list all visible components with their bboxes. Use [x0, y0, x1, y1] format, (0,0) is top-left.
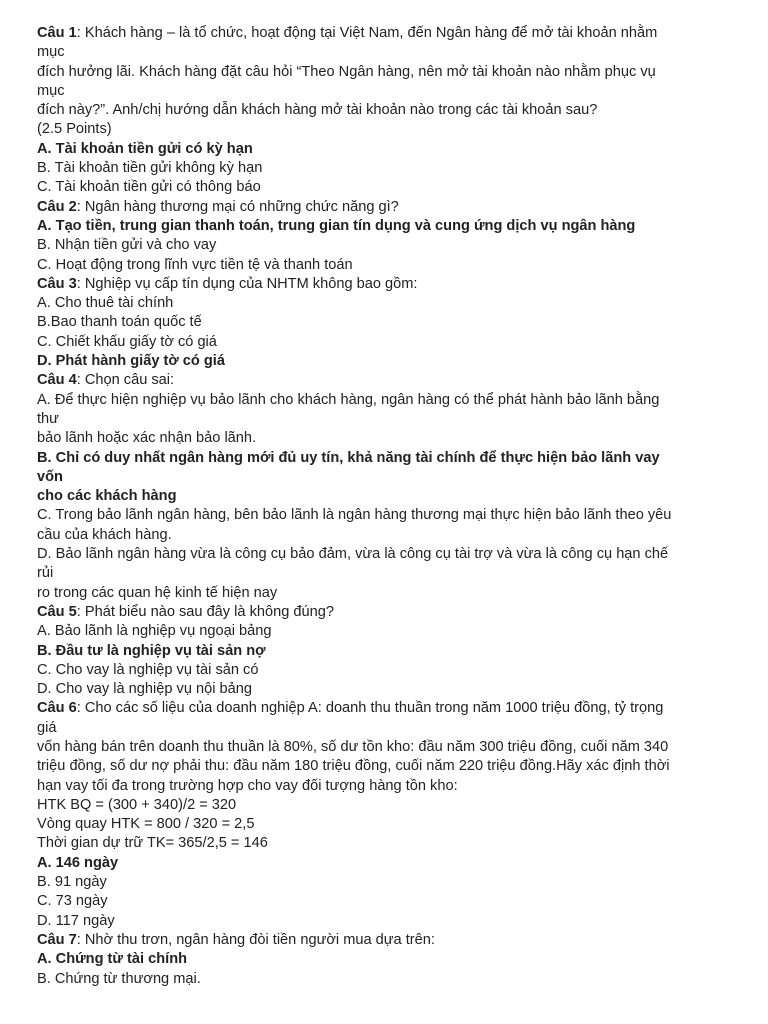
- question-4-option-a-line-1: A. Để thực hiện nghiệp vụ bảo lãnh cho khách hàng, ngân hàng có thể phát hành bảo lãnh bằng: [37, 391, 660, 408]
- question-4-option-b-line-1: B. Chỉ có duy nhất ngân hàng mới đủ uy tín, khả năng tài chính để thực hiện bảo lãnh vay: [37, 449, 660, 466]
- question-1-option-b: B. Tài khoản tiền gửi không kỳ hạn: [37, 160, 263, 177]
- question-1-option-c: C. Tài khoản tiền gửi có thông báo: [37, 179, 261, 196]
- question-5-option-b: B. Đầu tư là nghiệp vụ tài sản nợ: [37, 642, 266, 659]
- question-2-label: Câu 2: [37, 198, 77, 215]
- question-6-line-2: giá: [37, 719, 57, 736]
- question-2-line-1: Câu 2: Ngân hàng thương mại có những chức năng gì?: [37, 198, 399, 215]
- question-7-option-b: B. Chứng từ thương mại.: [37, 970, 201, 987]
- question-5-option-c: C. Cho vay là nghiệp vụ tài sản có: [37, 661, 259, 678]
- question-3-line-1: Câu 3: Nghiệp vụ cấp tín dụng của NHTM không bao gồm:: [37, 275, 418, 292]
- question-2-option-a: A. Tạo tiền, trung gian thanh toán, trung gian tín dụng và cung ứng dịch vụ ngân hàng: [37, 217, 636, 234]
- question-7-label: Câu 7: [37, 931, 77, 948]
- question-4-option-c-line-1: C. Trong bảo lãnh ngân hàng, bên bảo lãnh là ngân hàng thương mại thực hiện bảo lãnh theo yêu: [37, 507, 672, 524]
- question-5-label: Câu 5: [37, 603, 77, 620]
- question-7-line-1: Câu 7: Nhờ thu trơn, ngân hàng đòi tiền người mua dựa trên:: [37, 931, 435, 948]
- question-6-label: Câu 6: [37, 700, 77, 717]
- question-4-option-d-line-1: D. Bảo lãnh ngân hàng vừa là công cụ bảo đảm, vừa là công cụ tài trợ và vừa là công cụ hạn chế: [37, 546, 669, 563]
- question-7-option-a: A. Chứng từ tài chính: [37, 951, 188, 968]
- question-3-option-d: D. Phát hành giấy tờ có giá: [37, 353, 225, 370]
- question-4-option-d-line-2: rủi: [37, 565, 54, 582]
- question-4-option-a-line-2: thư: [37, 410, 59, 427]
- question-6-line-3: vốn hàng bán trên doanh thu thuần là 80%, số dư tồn kho: đầu năm 300 triệu đồng, cuối năm 340: [37, 738, 669, 755]
- question-1-line-4: mục: [37, 82, 65, 99]
- question-4-line-1: Câu 4: Chọn câu sai:: [37, 372, 175, 389]
- question-6-option-a: A. 146 ngày: [37, 854, 119, 871]
- question-6-line-4: triệu đồng, số dư nợ phải thu: đầu năm 180 triệu đồng, cuối năm 220 triệu đồng.Hãy xác định thời: [37, 758, 670, 775]
- question-1-option-a: A. Tài khoản tiền gửi có kỳ hạn: [37, 140, 253, 157]
- question-1-line-5: đích này?”. Anh/chị hướng dẫn khách hàng mở tài khoản nào trong các tài khoản sau?: [37, 102, 598, 119]
- question-6-option-d: D. 117 ngày: [37, 912, 115, 929]
- question-4-option-b-line-3: cho các khách hàng: [37, 488, 177, 505]
- question-1-line-2: mục: [37, 44, 65, 61]
- question-4-option-c-line-2: cầu của khách hàng.: [37, 526, 172, 543]
- question-3-option-c: C. Chiết khấu giấy tờ có giá: [37, 333, 217, 350]
- question-2-option-c: C. Hoạt động trong lĩnh vực tiền tệ và thanh toán: [37, 256, 353, 273]
- question-4-option-b-line-2: vốn: [37, 468, 63, 485]
- question-4-option-d-line-3: ro trong các quan hệ kinh tế hiện nay: [37, 584, 278, 601]
- question-6-calc-1: HTK BQ = (300 + 340)/2 = 320: [37, 796, 237, 813]
- question-4-option-a-line-3: bảo lãnh hoặc xác nhận bảo lãnh.: [37, 430, 257, 447]
- question-6-option-b: B. 91 ngày: [37, 874, 107, 891]
- question-1-line-1: Câu 1: Khách hàng – là tổ chức, hoạt động tại Việt Nam, đến Ngân hàng để mở tài khoản nhằm: [37, 25, 658, 41]
- question-1-label: Câu 1: [37, 25, 77, 41]
- question-6-calc-3: Thời gian dự trữ TK= 365/2,5 = 146: [37, 835, 268, 852]
- document-body: [37, 24, 727, 989]
- question-5-line-1: Câu 5: Phát biểu nào sau đây là không đúng?: [37, 603, 334, 620]
- question-6-option-c: C. 73 ngày: [37, 893, 108, 910]
- question-6-line-1: Câu 6: Cho các số liệu của doanh nghiệp A: doanh thu thuần trong năm 1000 triệu đồng, tỷ trọng: [37, 700, 664, 717]
- question-5-option-d: D. Cho vay là nghiệp vụ nội bảng: [37, 681, 252, 698]
- question-3-label: Câu 3: [37, 275, 77, 292]
- question-4-label: Câu 4: [37, 372, 77, 389]
- question-3-option-b: B.Bao thanh toán quốc tế: [37, 314, 202, 331]
- question-6-line-5: hạn vay tối đa trong trường hợp cho vay đối tượng hàng tồn kho:: [37, 777, 458, 794]
- question-1-line-3: đích hưởng lãi. Khách hàng đặt câu hỏi “Theo Ngân hàng, nên mở tài khoản nào nhằm phục vụ: [37, 63, 656, 80]
- question-3-option-a: A. Cho thuê tài chính: [37, 295, 174, 312]
- question-5-option-a: A. Bảo lãnh là nghiệp vụ ngoại bảng: [37, 623, 272, 640]
- question-2-option-b: B. Nhận tiền gửi và cho vay: [37, 237, 217, 254]
- question-6-calc-2: Vòng quay HTK = 800 / 320 = 2,5: [37, 816, 255, 833]
- question-1-points: (2.5 Points): [37, 121, 112, 138]
